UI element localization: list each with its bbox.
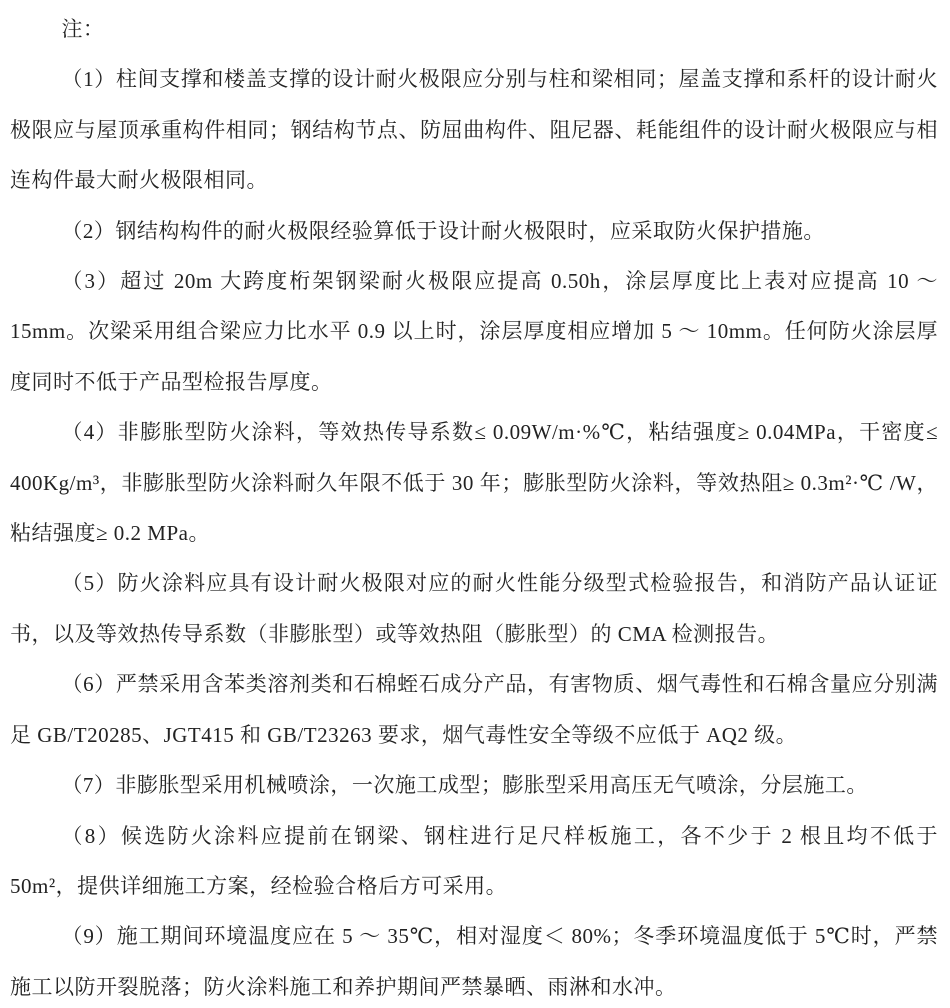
note-item-9: （9）施工期间环境温度应在 5 ～ 35℃，相对湿度＜ 80%；冬季环境温度低于 5℃时，严禁施工以防开裂脱落；防火涂料施工和养护期间严禁暴晒、雨淋和水冲。 bbox=[10, 924, 938, 999]
note-item-1: （1）柱间支撑和楼盖支撑的设计耐火极限应分别与柱和梁相同；屋盖支撑和系杆的设计耐火极限应与屋顶承重构件相同；钢结构节点、防屈曲构件、阻尼器、耗能组件的设计耐火极限应与相连构件最大耐火极限相同。 bbox=[10, 67, 938, 193]
note-item-6: （6）严禁采用含苯类溶剂类和石棉蛭石成分产品，有害物质、烟气毒性和石棉含量应分别满足 GB/T20285、JGT415 和 GB/T23263 要求，烟气毒性安全等级不应低于 AQ2 级。 bbox=[10, 672, 938, 747]
note-item-7: （7）非膨胀型采用机械喷涂，一次施工成型；膨胀型采用高压无气喷涂，分层施工。 bbox=[61, 773, 868, 798]
notes-section bbox=[10, 4, 938, 1008]
note-item-2: （2）钢结构构件的耐火极限经验算低于设计耐火极限时，应采取防火保护措施。 bbox=[61, 218, 825, 243]
note-item-4: （4）非膨胀型防火涂料，等效热传导系数≤ 0.09W/m·%℃，粘结强度≥ 0.04MPa，干密度≤ 400Kg/m³，非膨胀型防火涂料耐久年限不低于 30 年；膨胀型防火涂料，等效热阻≥ 0.3m²·℃ /W，粘结强度≥ 0.2 MPa。 bbox=[10, 420, 938, 546]
note-item-8: （8）候选防火涂料应提前在钢梁、钢柱进行足尺样板施工，各不少于 2 根且均不低于 50m²，提供详细施工方案，经检验合格后方可采用。 bbox=[10, 823, 938, 898]
note-item-3: （3）超过 20m 大跨度桁架钢梁耐火极限应提高 0.50h，涂层厚度比上表对应提高 10 ～ 15mm。次梁采用组合梁应力比水平 0.9 以上时，涂层厚度相应增加 5 ～ 10mm。任何防火涂层厚度同时不低于产品型检报告厚度。 bbox=[10, 269, 938, 394]
note-item-5: （5）防火涂料应具有设计耐火极限对应的耐火性能分级型式检验报告，和消防产品认证证书，以及等效热传导系数（非膨胀型）或等效热阻（膨胀型）的 CMA 检测报告。 bbox=[10, 571, 938, 646]
note-label: 注： bbox=[61, 17, 105, 41]
